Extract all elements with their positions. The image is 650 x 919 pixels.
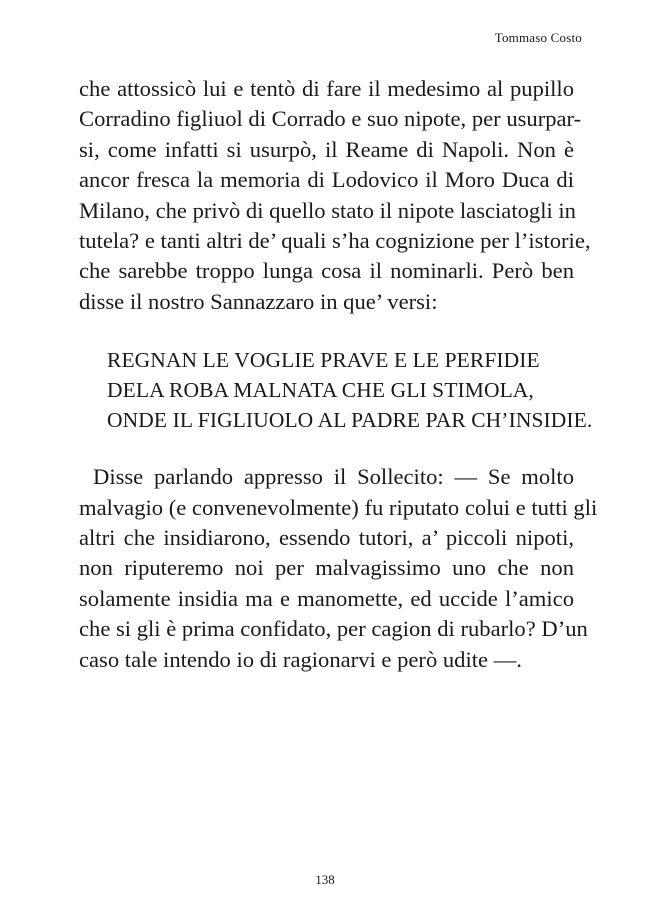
text-line: solamente insidia ma e manomette, ed uccide l’amico — [79, 585, 574, 611]
paragraph-1 — [79, 74, 591, 317]
verse-line: REGNAN LE VOGLIE PRAVE E LE PERFIDIE — [107, 348, 540, 373]
verse-quotation — [79, 345, 593, 435]
text-line: si, come infatti si usurpò, il Reame di Napoli. Non è — [79, 136, 574, 162]
text-line: non riputeremo noi per malvagissimo uno che non — [79, 555, 574, 581]
text-line: tutela? e tanti altri de’ quali s’ha cognizione per l’istorie, — [79, 228, 591, 254]
text-line: Corradino figliuol di Corrado e suo nipote, per usurpar- — [79, 106, 582, 132]
text-line: malvagio (e convenevolmente) fu riputato colui e tutti gli — [79, 494, 598, 520]
verse-line: ONDE IL FIGLIUOLO AL PADRE PAR CH’INSIDIE. — [107, 408, 593, 433]
paragraph-2 — [79, 462, 598, 675]
text-line: che si gli è prima confidato, per cagion di rubarlo? D’un — [79, 616, 588, 642]
page-number: 138 — [315, 872, 335, 887]
text-line: Milano, che privò di quello stato il nipote lasciatogli in — [79, 197, 576, 223]
text-line: Disse parlando appresso il Sollecito: — Se molto — [93, 464, 574, 490]
text-line: disse il nostro Sannazzaro in que’ versi: — [79, 288, 438, 314]
page-body — [79, 74, 598, 675]
text-line: che attossicò lui e tentò di fare il medesimo al pupillo — [79, 76, 574, 101]
text-line: altri che insidiarono, essendo tutori, a’ piccoli nipoti, — [79, 525, 574, 551]
running-head-author: Tommaso Costo — [494, 30, 582, 45]
text-line: ancor fresca la memoria di Lodovico il Moro Duca di — [79, 167, 574, 193]
text-line: che sarebbe troppo lunga cosa il nominarli. Però ben — [79, 258, 574, 284]
text-line: caso tale intendo io di ragionarvi e però udite —. — [79, 646, 522, 672]
verse-line: DELA ROBA MALNATA CHE GLI STIMOLA, — [107, 378, 534, 403]
